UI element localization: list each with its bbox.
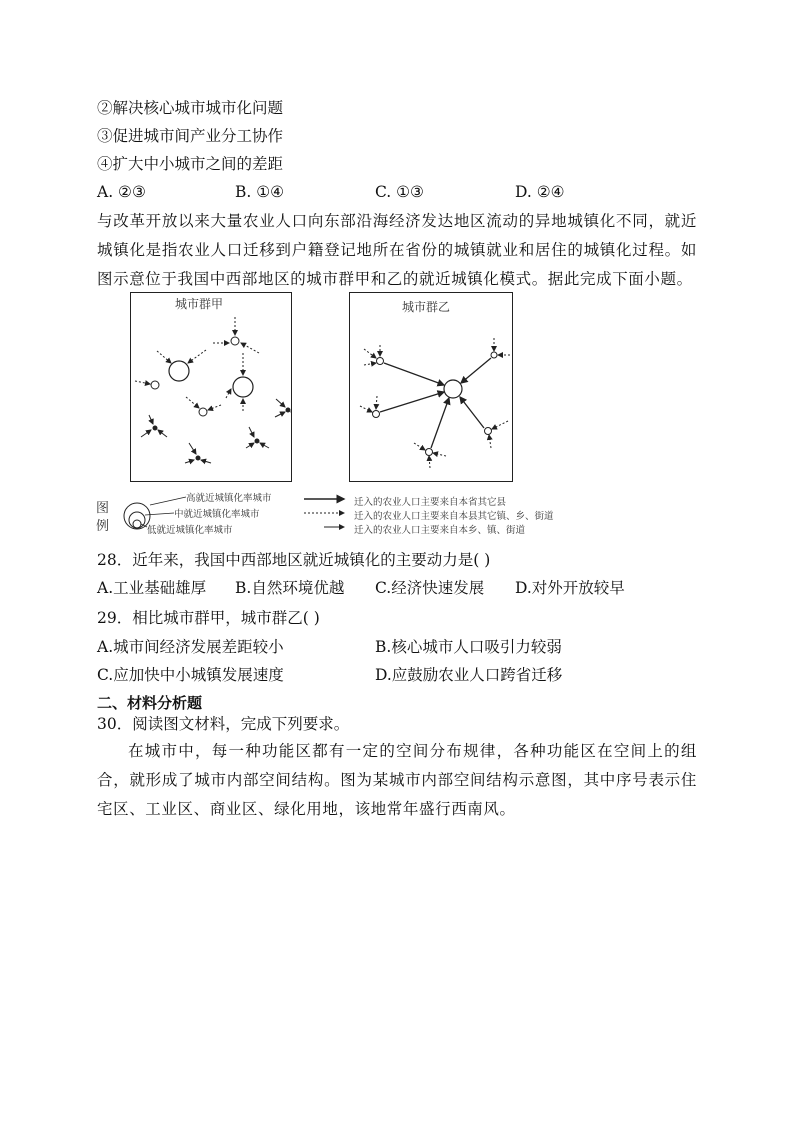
q30-paragraph: 在城市中，每一种功能区都有一定的空间分布规律，各种功能区在空间上的组合，就形成了城市内部空间结构。图为某城市内部空间结构示意图，其中序号表示住宅区、工业区、商业区、绿化用地，该地常年盛行西南风。 — [97, 742, 697, 818]
q29-choice-d: D.应鼓励农业人口跨省迁移 — [375, 666, 563, 684]
q29-choice-c: C.应加快中小城镇发展速度 — [97, 666, 284, 684]
q30-stem: 30．阅读图文材料，完成下列要求。 — [97, 715, 350, 733]
option-line-2: ②解决核心城市城市化问题 — [97, 99, 284, 117]
q28-stem: 28．近年来，我国中西部地区就近城镇化的主要动力是( ) — [97, 551, 491, 569]
q28-choice-d: D.对外开放较早 — [515, 579, 625, 597]
city-group-a-label: 城市群甲 — [175, 297, 224, 311]
option-line-3: ③促进城市间产业分工协作 — [97, 127, 284, 145]
q29-stem: 29．相比城市群甲，城市群乙( ) — [97, 609, 320, 627]
q28-choice-c: C.经济快速发展 — [375, 579, 485, 597]
city-group-b-box — [349, 292, 513, 482]
q29-choice-b: B.核心城市人口吸引力较弱 — [375, 638, 562, 656]
intro-paragraph: 与改革开放以来大量农业人口向东部沿海经济发达地区流动的异地城镇化不同，就近城镇化是指农业人口迁移到户籍登记地所在省份的城镇就业和居住的城镇化过程。如图示意位于我国中西部地区的城市群甲和乙的就近城镇化模式。据此完成下面小题。 — [97, 212, 697, 288]
legend-arrow-township: 迁入的农业人口主要来自本乡、镇、街道 — [354, 525, 526, 536]
q28-choice-b: B.自然环境优越 — [235, 579, 345, 597]
legend-arrows-icon — [300, 491, 360, 537]
city-group-a-box — [130, 292, 292, 482]
choice-d: D. ②④ — [515, 183, 565, 201]
choice-a: A. ②③ — [97, 183, 146, 201]
legend-arrow-county: 迁入的农业人口主要来自本县其它镇、乡、街道 — [354, 511, 554, 522]
legend-arrow-province: 迁入的农业人口主要来自本省其它县 — [354, 497, 507, 508]
choice-b: B. ①④ — [235, 183, 285, 201]
option-line-4: ④扩大中小城市之间的差距 — [97, 155, 284, 173]
legend-title-1: 图 — [96, 501, 110, 516]
q29-choice-a: A.城市间经济发展差距较小 — [97, 638, 284, 656]
legend-mid-city: 中就近城镇化率城市 — [174, 509, 260, 520]
legend-title-2: 例 — [96, 519, 110, 534]
q28-choice-a: A.工业基础雄厚 — [97, 579, 207, 597]
city-group-b-diagram — [350, 293, 512, 481]
legend-high-city: 高就近城镇化率城市 — [186, 493, 272, 504]
section-heading: 二、材料分析题 — [97, 694, 203, 712]
legend-low-city: 低就近城镇化率城市 — [147, 525, 233, 536]
city-group-a-diagram — [131, 293, 291, 481]
choice-c: C. ①③ — [375, 183, 424, 201]
figure — [96, 292, 600, 542]
city-group-b-label: 城市群乙 — [402, 300, 451, 314]
